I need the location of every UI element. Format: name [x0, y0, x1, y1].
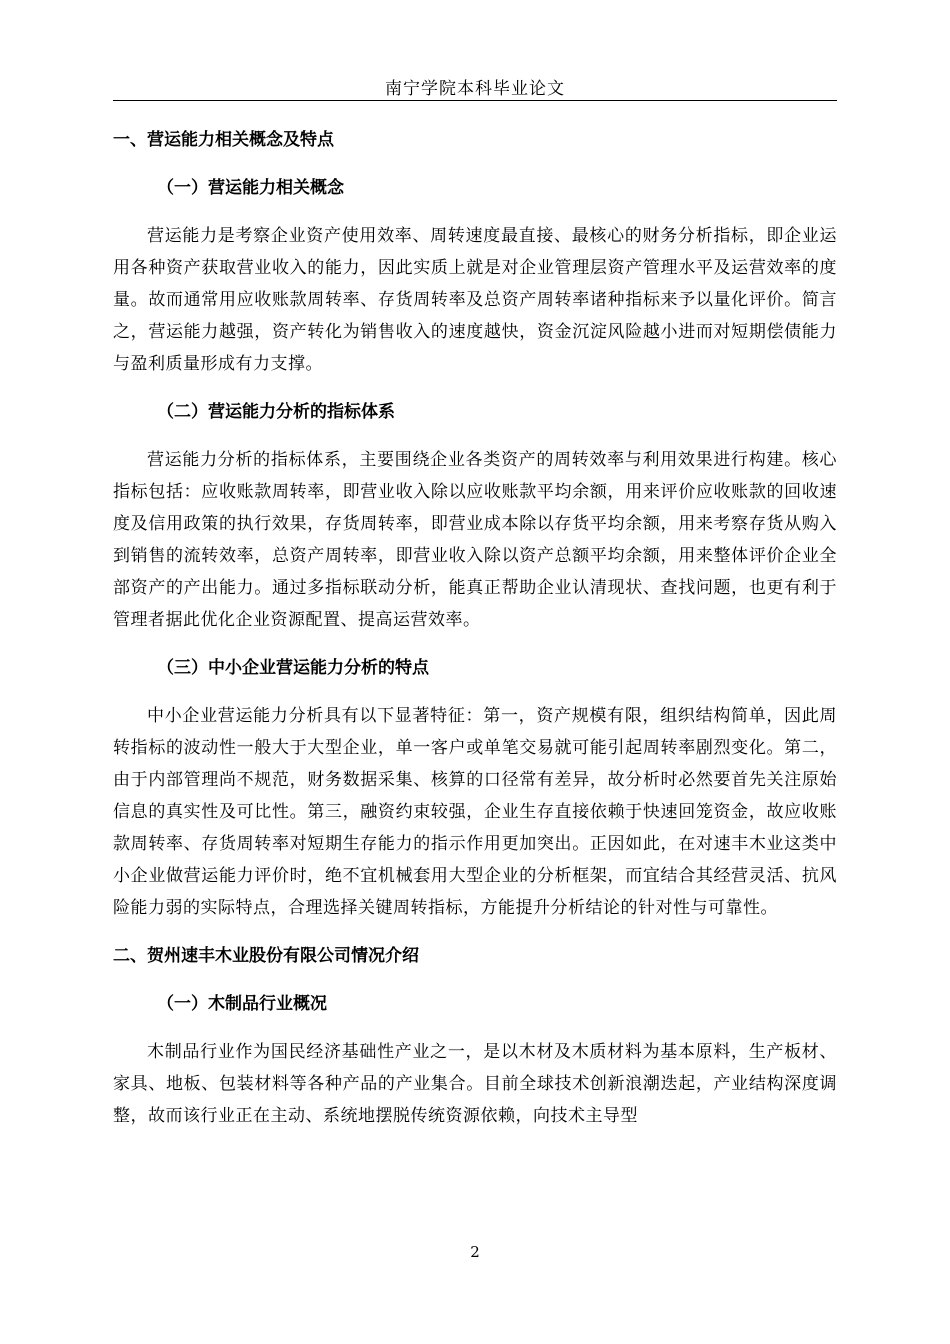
- section-1-3-heading: （三）中小企业营运能力分析的特点: [157, 658, 429, 678]
- section-1-2-paragraph: 营运能力分析的指标体系，主要围绕企业各类资产的周转效率与利用效果进行构建。核心指标包括：应收账款周转率，即营业收入除以应收账款平均余额，用来评价应收账款的回收速度及信用政策的执行效果，存货周转率，即营业成本除以存货平均余额，用来考察存货从购入到销售的流转效率，总资产周转率，即营业收入除以资产总额平均余额，用来整体评价企业全部资产的产出能力。通过多指标联动分析，能真正帮助企业认清现状、查找问题，也更有利于管理者据此优化企业资源配置、提高运营效率。: [113, 450, 837, 630]
- page-number: 2: [470, 1243, 480, 1261]
- page-header-title: 南宁学院本科毕业论文: [385, 79, 565, 99]
- section-2-1-paragraph: 木制品行业作为国民经济基础性产业之一，是以木材及木质材料为基本原料，生产板材、家具、地板、包装材料等各种产品的产业集合。目前全球技术创新浪潮迭起，产业结构深度调整，故而该行业正在主动、系统地摆脱传统资源依赖，向技术主导型: [113, 1042, 837, 1126]
- page-body: [113, 126, 837, 1132]
- section-1-1-heading: （一）营运能力相关概念: [157, 178, 344, 198]
- header-divider: [113, 100, 837, 101]
- section-2-1-heading: （一）木制品行业概况: [157, 994, 327, 1014]
- section-2-heading: 二、贺州速丰木业股份有限公司情况介绍: [113, 946, 419, 966]
- section-1-1-paragraph: 营运能力是考察企业资产使用效率、周转速度最直接、最核心的财务分析指标，即企业运用各种资产获取营业收入的能力，因此实质上就是对企业管理层资产管理水平及运营效率的度量。故而通常用应收账款周转率、存货周转率及总资产周转率诸种指标来予以量化评价。简言之，营运能力越强，资产转化为销售收入的速度越快，资金沉淀风险越小进而对短期偿债能力与盈利质量形成有力支撑。: [113, 226, 837, 374]
- section-1-3-paragraph: 中小企业营运能力分析具有以下显著特征：第一，资产规模有限，组织结构简单，因此周转指标的波动性一般大于大型企业，单一客户或单笔交易就可能引起周转率剧烈变化。第二，由于内部管理尚不规范，财务数据采集、核算的口径常有差异，故分析时必然要首先关注原始信息的真实性及可比性。第三，融资约束较强，企业生存直接依赖于快速回笼资金，故应收账款周转率、存货周转率对短期生存能力的指示作用更加突出。正因如此，在对速丰木业这类中小企业做营运能力评价时，绝不宜机械套用大型企业的分析框架，而宜结合其经营灵活、抗风险能力弱的实际特点，合理选择关键周转指标，方能提升分析结论的针对性与可靠性。: [113, 706, 837, 918]
- section-1-2-heading: （二）营运能力分析的指标体系: [157, 402, 395, 422]
- section-1-heading: 一、营运能力相关概念及特点: [113, 130, 334, 150]
